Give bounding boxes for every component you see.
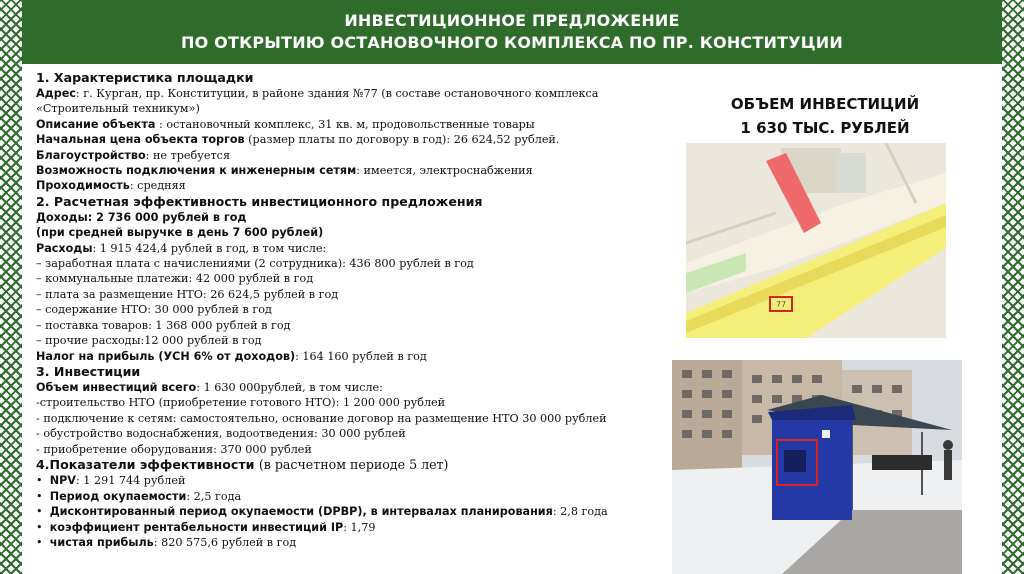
indicator-item: • коэффициент рентабельности инвестиций IP: 1,79 — [36, 520, 376, 534]
description-value: : остановочный комплекс, 31 кв. м, продовольственные товары — [155, 117, 535, 131]
improvement-value: : не требуется — [145, 148, 231, 162]
right-ornament-border — [1002, 0, 1024, 574]
left-ornament-border — [0, 0, 22, 574]
connection-value: : имеется, электроснабжения — [356, 164, 533, 178]
income-note: (при средней выручке в день 7 600 рублей) — [36, 226, 324, 240]
section4-title-bold: 4.Показатели эффективности — [36, 456, 259, 472]
header-title-line2: ПО ОТКРЫТИЮ ОСТАНОВОЧНОГО КОМПЛЕКСА ПО ПР. КОНСТИТУЦИИ — [181, 33, 843, 52]
indicator-label: коэффициент рентабельности инвестиций IP — [49, 520, 344, 534]
content-column — [36, 70, 676, 550]
indicator-label: NPV — [49, 474, 76, 488]
section4-title — [36, 457, 676, 473]
indicator-value: : 820 575,6 рублей в год — [153, 535, 297, 549]
expense-item: – заработная плата с начислениями (2 сотрудника): 436 800 рублей в год — [36, 257, 474, 271]
investment-volume-line2: 1 630 ТЫС. РУБЛЕЙ — [740, 119, 910, 137]
indicator-item: • NPV: 1 291 744 рублей — [36, 474, 186, 488]
address-line-cont: «Строительный техникум») — [36, 102, 200, 116]
income-note-line — [36, 225, 676, 240]
section1-title: 1. Характеристика площадки — [36, 70, 254, 85]
location-map — [686, 143, 946, 338]
expenses-line — [36, 241, 676, 256]
price-value: (размер платы по договору в год): 26 624,52 рублей. — [244, 133, 560, 147]
income-line — [36, 210, 676, 225]
indicator-value: : 1,79 — [343, 520, 376, 534]
tax-label: Налог на прибыль (УСН 6% от доходов) — [36, 349, 296, 363]
connection-label: Возможность подключения к инженерным сетям — [36, 164, 357, 178]
description-line — [36, 117, 676, 132]
expense-item: – прочие расходы:12 000 рублей в год — [36, 334, 262, 348]
passability-value: : средняя — [129, 179, 186, 193]
passability-label: Проходимость — [36, 179, 130, 193]
price-label: Начальная цена объекта торгов — [36, 133, 245, 147]
kiosk-photo-image — [672, 360, 962, 574]
indicator-item: • Дисконтированный период окупаемости (DPBP), в интервалах планирования: 2,8 года — [36, 505, 608, 519]
address-label: Адрес — [36, 87, 76, 100]
map-image — [686, 143, 946, 338]
passability-line — [36, 178, 676, 193]
indicator-item: • Период окупаемости: 2,5 года — [36, 489, 242, 503]
indicator-value: : 2,8 года — [552, 505, 608, 519]
indicator-value: : 2,5 года — [186, 489, 242, 503]
tax-value: : 164 160 рублей в год — [295, 349, 427, 363]
indicator-item: • чистая прибыль: 820 575,6 рублей в год — [36, 535, 297, 549]
section3-title: 3. Инвестиции — [36, 363, 141, 379]
income-text: Доходы: 2 736 000 рублей в год — [36, 210, 247, 224]
section2-title: 2. Расчетная эффективность инвестиционного предложения — [36, 193, 483, 209]
expenses-label: Расходы — [36, 241, 93, 255]
indicator-label: чистая прибыль — [49, 535, 154, 549]
expense-item: – коммунальные платежи: 42 000 рублей в год — [36, 272, 314, 286]
improvement-line — [36, 148, 676, 163]
indicator-label: Дисконтированный период окупаемости (DPBP), в интервалах планирования — [49, 505, 553, 519]
expense-item: – поставка товаров: 1 368 000 рублей в год — [36, 318, 291, 332]
investment-total-line — [36, 380, 676, 395]
investment-volume-line1: ОБЪЕМ ИНВЕСТИЦИЙ — [730, 95, 920, 113]
indicator-value: : 1 291 744 рублей — [75, 474, 186, 488]
description-label: Описание объекта — [36, 117, 156, 131]
connection-line — [36, 163, 676, 178]
investment-total-value: : 1 630 000рублей, в том числе: — [196, 380, 383, 394]
investment-item: - подключение к сетям: самостоятельно, основание договор на размещение НТО 30 000 рублей — [36, 411, 607, 425]
investment-item: - обустройство водоснабжения, водоотведения: 30 000 рублей — [36, 427, 406, 441]
indicator-label: Период окупаемости — [49, 489, 187, 503]
expense-item: – содержание НТО: 30 000 рублей в год — [36, 303, 272, 317]
address-value: : г. Курган, пр. Конституции, в районе здания №77 (в составе остановочного комплекса — [75, 87, 599, 100]
map-marker-label: 77 — [776, 300, 787, 309]
section4-title-rest: (в расчетном периоде 5 лет) — [258, 456, 449, 472]
improvement-label: Благоустройство — [36, 148, 146, 162]
header-title-line1: ИНВЕСТИЦИОННОЕ ПРЕДЛОЖЕНИЕ — [344, 11, 680, 30]
address-line — [36, 86, 676, 101]
investment-total-label: Объем инвестиций всего — [36, 380, 197, 394]
investment-item: - приобретение оборудования: 370 000 рублей — [36, 442, 312, 456]
slide-header — [22, 0, 1002, 64]
tax-line — [36, 349, 676, 364]
investment-item: -строительство НТО (приобретение готового НТО): 1 200 000 рублей — [36, 396, 446, 410]
expenses-value: : 1 915 424,4 рублей в год, в том числе: — [92, 241, 327, 255]
investment-volume-title — [690, 92, 960, 140]
expense-item: – плата за размещение НТО: 26 624,5 рублей в год — [36, 287, 339, 301]
price-line — [36, 132, 676, 147]
kiosk-photo — [672, 360, 962, 574]
